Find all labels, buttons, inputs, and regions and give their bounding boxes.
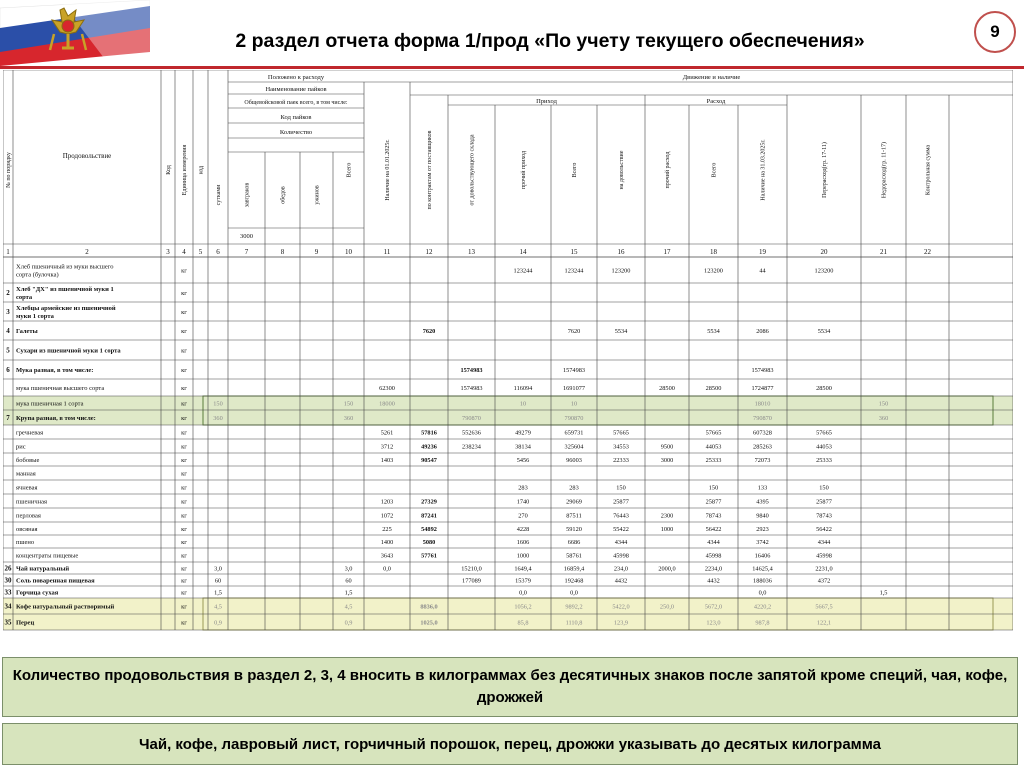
- row-unit: кг: [181, 415, 187, 422]
- cell-c15: 59120: [566, 526, 582, 533]
- cell-c12: 90547: [421, 457, 437, 464]
- row-unit: кг: [181, 498, 187, 506]
- column-header-c3: Код: [166, 165, 172, 175]
- cell-c20: 28500: [816, 385, 832, 392]
- emblem-flag-icon: [0, 0, 150, 66]
- cell-c18: 5534: [707, 328, 720, 335]
- page-number-badge: 9: [974, 11, 1016, 53]
- cell-c13: 177089: [462, 577, 481, 585]
- cell-c11: 1203: [380, 498, 394, 506]
- cell-c13: 238234: [462, 443, 481, 451]
- column-header-c17: прочий расход: [665, 151, 671, 189]
- column-header-c22: Контрольная сумма: [925, 144, 932, 196]
- cell-c11: 1400: [380, 539, 394, 546]
- cell-c18: 4432: [707, 577, 720, 585]
- cell-c20: 78743: [816, 512, 832, 520]
- cell-c15: 659731: [564, 429, 584, 437]
- cell-c11: 1072: [380, 512, 394, 520]
- cell-v6: 360: [213, 415, 223, 422]
- column-number: 6: [216, 248, 220, 256]
- cell-c17: 3000: [660, 457, 674, 464]
- row-name: Перец: [16, 619, 35, 627]
- column-header-c8: обедов: [280, 186, 287, 204]
- row-unit: кг: [181, 552, 187, 560]
- row-name: пшеничная: [16, 498, 47, 506]
- cell-c19: 9840: [756, 512, 769, 520]
- column-number: 8: [280, 248, 285, 256]
- cell-c17: 28500: [659, 385, 675, 392]
- cell-c17: 1000: [660, 526, 674, 533]
- cell-c18: 123,0: [706, 619, 721, 627]
- cell-c13: 1574983: [460, 367, 483, 374]
- row-name: манная: [16, 470, 36, 478]
- row-unit: кг: [181, 565, 187, 573]
- cell-c20: 4372: [817, 577, 831, 585]
- cell-c20: 5667,5: [815, 603, 833, 611]
- cell-c14: 5456: [516, 457, 530, 464]
- page-title: 2 раздел отчета форма 1/прод «По учету текущего обеспечения»: [235, 30, 865, 52]
- row-number: 34: [4, 602, 12, 611]
- cell-c11: 3712: [380, 443, 394, 451]
- cell-c20: 25877: [816, 498, 832, 506]
- cell-c19: 18010: [754, 400, 771, 408]
- cell-v10: 60: [345, 577, 352, 585]
- cell-c20: 57665: [816, 429, 832, 437]
- column-number: 1: [6, 248, 10, 256]
- row-name: Мука разная, в том числе:: [16, 367, 94, 374]
- cell-c18: 25333: [705, 457, 722, 464]
- cell-v10: 4,5: [344, 603, 353, 611]
- row-number: 33: [4, 588, 12, 597]
- cell-c15: 58761: [566, 552, 582, 560]
- header-sub-label: 3000: [240, 233, 253, 240]
- cell-c19: 987,8: [755, 619, 770, 627]
- cell-c15: 123244: [564, 267, 584, 275]
- cell-c19: 607328: [753, 429, 772, 437]
- cell-c16: 123,9: [613, 619, 629, 627]
- cell-c19: 2086: [756, 328, 769, 335]
- row-unit: кг: [181, 443, 187, 451]
- cell-c16: 5534: [614, 328, 628, 335]
- row-unit: кг: [181, 400, 187, 408]
- row-name: бобовые: [16, 457, 40, 464]
- row-unit: кг: [181, 429, 187, 437]
- cell-c19: 790870: [753, 415, 772, 422]
- cell-c20: 45998: [816, 552, 832, 560]
- cell-c19: 1574983: [751, 367, 774, 374]
- cell-c17: 2000,0: [658, 565, 676, 573]
- row-name: мука пшеничная 1 сорта: [16, 400, 84, 408]
- cell-c20: 150: [819, 484, 829, 492]
- cell-c19: 0,0: [758, 589, 767, 597]
- cell-c18: 45998: [705, 552, 722, 560]
- row-name: гречневая: [16, 429, 44, 437]
- cell-c19: 4220,2: [753, 603, 772, 611]
- column-number: 16: [617, 248, 625, 256]
- row-name: Крупа разная, в том числе:: [16, 415, 96, 422]
- row-unit: кг: [181, 619, 187, 627]
- cell-v6: 60: [214, 577, 222, 585]
- row-name: перловая: [16, 512, 41, 520]
- column-header-c14: прочий приход: [521, 150, 527, 190]
- report-table-svg: [3, 70, 1013, 654]
- cell-v6: 0,9: [214, 619, 222, 627]
- cell-c13: 790870: [462, 415, 481, 422]
- row-unit: кг: [181, 603, 187, 611]
- cell-c14: 10: [519, 400, 527, 408]
- row-name: концентраты пищевые: [16, 552, 79, 560]
- row-unit: кг: [181, 347, 187, 355]
- cell-c14: 4228: [516, 526, 530, 533]
- cell-c18: 123200: [704, 267, 723, 275]
- column-header-c7: завтраков: [244, 182, 251, 208]
- cell-v6: 3,0: [214, 565, 222, 573]
- cell-c14: 49279: [515, 429, 531, 437]
- cell-c17: 9500: [660, 443, 674, 451]
- cell-c12: 49236: [421, 443, 437, 451]
- cell-c16: 76443: [613, 512, 629, 520]
- column-header-c11: Наличие на 01.01.2025г.: [385, 139, 391, 201]
- cell-c15: 29069: [566, 498, 582, 506]
- note-kilograms: Количество продовольствия в раздел 2, 3, 4 вносить в килограммах без десятичных знаков после запятой кроме специй, чая, кофе, дрожжей: [2, 657, 1018, 717]
- row-name: Сухари из пшеничной муки 1 сорта: [16, 347, 121, 355]
- cell-c20: 4344: [817, 539, 831, 546]
- row-number: 35: [4, 618, 12, 627]
- cell-c12: 27329: [421, 498, 437, 506]
- column-number: 19: [759, 248, 766, 256]
- cell-c11: 62300: [379, 385, 395, 392]
- row-unit: кг: [181, 526, 187, 533]
- cell-c20: 123200: [814, 267, 834, 275]
- cell-c19: 44: [759, 267, 766, 275]
- header-sub-label: Приход: [536, 98, 557, 105]
- row-number: 6: [6, 366, 10, 374]
- row-name: Соль поваренная пищевая: [16, 577, 95, 585]
- cell-c19: 72073: [754, 457, 771, 464]
- column-header-c6: сутками: [216, 184, 222, 206]
- column-header-c2: Продовольствие: [62, 152, 112, 160]
- column-header-c12: по контрактам от поставщиков: [427, 130, 433, 210]
- column-number: 12: [425, 248, 433, 256]
- header-divider: [0, 66, 1024, 69]
- column-header-c13: от довольствующего склада: [469, 134, 476, 206]
- row-unit: кг: [181, 367, 187, 374]
- column-number: 7: [244, 248, 249, 256]
- row-name: Хлеб "ДХ" из пшеничной муки 1: [16, 286, 114, 293]
- cell-c18: 4344: [707, 539, 720, 546]
- cell-c20: 2231,0: [815, 565, 833, 573]
- column-number: 14: [519, 248, 527, 256]
- cell-c18: 56422: [705, 526, 722, 533]
- cell-c21: 360: [878, 415, 889, 422]
- cell-c21: 1,5: [879, 589, 888, 597]
- cell-c15: 10: [570, 400, 578, 408]
- cell-c16: 4432: [614, 577, 628, 585]
- cell-v10: 3,0: [344, 565, 353, 573]
- cell-c13: 552636: [462, 429, 481, 437]
- cell-c18: 28500: [705, 385, 722, 392]
- row-name: Хлебцы армейские из пшеничной: [16, 305, 116, 312]
- cell-c16: 150: [616, 484, 626, 492]
- cell-c15: 0,0: [570, 589, 578, 597]
- cell-c16: 234,0: [613, 565, 629, 573]
- cell-c13: 1574983: [460, 385, 483, 392]
- header-sub-label: Расход: [706, 98, 726, 105]
- row-unit: кг: [181, 512, 187, 520]
- row-name: сорта (булочка): [16, 271, 59, 279]
- cell-c20: 25333: [816, 457, 832, 464]
- report-table: [3, 70, 1013, 654]
- cell-c12: 57816: [421, 429, 437, 437]
- row-name: мука пшеничная высшего сорта: [16, 385, 105, 392]
- cell-c12: 8836,0: [420, 603, 438, 611]
- cell-c15: 1574983: [562, 367, 586, 374]
- cell-c15: 16859,4: [563, 565, 585, 573]
- row-unit: кг: [181, 470, 187, 478]
- column-number: 20: [820, 248, 828, 256]
- cell-c14: 1606: [516, 539, 530, 546]
- header-sub-label: Код пайков: [280, 114, 312, 121]
- cell-c15: 790870: [564, 415, 584, 422]
- cell-v6: 1,5: [214, 589, 222, 597]
- highlighted-row: [3, 410, 1013, 425]
- cell-c17: 2300: [660, 512, 674, 520]
- cell-c16: 5422,0: [612, 603, 630, 611]
- cell-c14: 1000: [516, 552, 530, 560]
- cell-c20: 5534: [817, 328, 831, 335]
- cell-c15: 1110,8: [565, 619, 583, 627]
- column-header-c5: код: [198, 165, 205, 175]
- column-number: 21: [880, 248, 887, 256]
- row-name: Галеты: [16, 328, 38, 335]
- column-number: 3: [166, 248, 170, 256]
- row-unit: кг: [181, 577, 187, 585]
- cell-c15: 96003: [566, 457, 582, 464]
- note-tenths: Чай, кофе, лавровый лист, горчичный порошок, перец, дрожжи указывать до десятых килограмма: [2, 723, 1018, 765]
- cell-v10: 150: [343, 400, 354, 408]
- column-header-c9: ужинов: [314, 185, 321, 205]
- row-name: Хлеб пшеничный из муки высшего: [16, 263, 114, 271]
- row-name: муки 1 сорта: [16, 313, 54, 320]
- cell-c19: 14625,4: [752, 565, 773, 573]
- row-name: рис: [16, 443, 26, 451]
- row-name: пшено: [16, 539, 35, 546]
- row-unit: кг: [181, 457, 187, 464]
- column-header-c21: Недорасход(гр. 11-17): [881, 141, 888, 199]
- row-name: овсяная: [16, 526, 38, 533]
- cell-c16: 25877: [613, 498, 629, 506]
- highlighted-row: [3, 598, 1013, 614]
- row-number: 26: [4, 564, 12, 573]
- cell-c19: 285263: [753, 443, 772, 451]
- row-unit: кг: [181, 267, 187, 275]
- cell-c15: 87511: [566, 512, 582, 520]
- row-unit: кг: [181, 290, 187, 297]
- cell-c15: 283: [569, 484, 579, 492]
- row-number: 30: [4, 576, 12, 585]
- cell-c15: 7620: [567, 328, 581, 335]
- cell-c20: 44053: [816, 443, 832, 451]
- column-number: 4: [182, 248, 186, 256]
- column-header-c20: Перерасход(гр. 17-11): [822, 142, 828, 198]
- cell-c16: 34553: [613, 443, 629, 451]
- column-header-c19: Наличие на 31.03.2025г.: [760, 139, 767, 201]
- cell-c20: 56422: [816, 526, 832, 533]
- header-sub-label: Количество: [279, 129, 313, 136]
- row-name: Кофе натуральный растворимый: [16, 603, 115, 611]
- cell-c14: 1740: [516, 498, 530, 506]
- column-number: 13: [468, 248, 475, 256]
- cell-c12: 54892: [421, 526, 437, 533]
- cell-c20: 122,1: [816, 619, 832, 627]
- column-number: 10: [345, 248, 352, 256]
- cell-v10: 360: [343, 415, 354, 422]
- column-header-c10: Всего: [346, 162, 353, 178]
- column-header-c4: Единица измерения: [182, 144, 188, 196]
- cell-c14: 116094: [513, 385, 533, 392]
- row-unit: кг: [181, 589, 187, 597]
- row-name: ячневая: [16, 484, 38, 492]
- slide-header: [0, 0, 1024, 66]
- column-header-c1: № по порядку: [6, 152, 12, 188]
- cell-c12: 57761: [421, 552, 437, 560]
- cell-c12: 5080: [422, 539, 436, 546]
- cell-c18: 25877: [705, 498, 722, 506]
- row-unit: кг: [181, 539, 187, 546]
- column-header-c16: на довольствие: [619, 150, 625, 190]
- row-number: 2: [6, 289, 10, 297]
- cell-c12: 87241: [421, 512, 437, 520]
- cell-c12: 7620: [422, 328, 436, 335]
- row-unit: кг: [181, 484, 187, 492]
- cell-c11: 5261: [380, 429, 394, 437]
- cell-c15: 6686: [567, 539, 581, 546]
- row-number: 3: [6, 308, 10, 316]
- cell-c14: 15379: [515, 577, 531, 585]
- header-sub-label: Наименование пайков: [265, 86, 327, 93]
- column-number: 5: [198, 248, 203, 256]
- highlighted-row: [3, 396, 1013, 410]
- header-sub-label: Общевойсковой паек всего, в том числе:: [244, 100, 348, 106]
- row-name: сорта: [16, 294, 33, 301]
- cell-v6: 4,5: [214, 603, 222, 611]
- cell-v6: 150: [213, 400, 223, 408]
- column-number: 9: [314, 248, 319, 256]
- row-number: 7: [6, 414, 10, 422]
- cell-c16: 45998: [613, 552, 629, 560]
- column-number: 11: [383, 248, 391, 256]
- cell-c11: 1403: [380, 457, 394, 464]
- header-group-label: Движение и наличие: [682, 74, 741, 81]
- cell-c19: 2923: [756, 526, 769, 533]
- cell-c16: 57665: [613, 429, 629, 437]
- cell-c18: 5672,0: [704, 603, 723, 611]
- column-header-c15: Всего: [572, 162, 578, 178]
- cell-c15: 192468: [564, 577, 584, 585]
- cell-c16: 55422: [613, 526, 629, 533]
- cell-c12: 1025,0: [420, 619, 438, 627]
- cell-c14: 283: [518, 484, 528, 492]
- cell-c18: 2234,0: [704, 565, 723, 573]
- cell-c13: 15210,0: [461, 565, 482, 573]
- cell-c18: 44053: [705, 443, 722, 451]
- column-number: 2: [85, 248, 89, 256]
- cell-c14: 270: [518, 512, 528, 520]
- cell-c21: 150: [878, 400, 889, 408]
- cell-c14: 1056,2: [514, 603, 532, 611]
- cell-c15: 1691077: [562, 385, 586, 392]
- cell-c14: 1649,4: [514, 565, 532, 573]
- cell-c16: 4344: [614, 539, 628, 546]
- cell-c14: 85,8: [517, 619, 529, 627]
- row-name: Горчица сухая: [16, 589, 59, 597]
- row-number: 4: [6, 327, 10, 335]
- row-unit: кг: [181, 328, 187, 335]
- cell-c19: 133: [757, 484, 768, 492]
- cell-c19: 188036: [753, 577, 772, 585]
- row-unit: кг: [181, 309, 187, 316]
- header-group-label: Положено к расходу: [267, 74, 325, 81]
- cell-c19: 4395: [756, 498, 769, 506]
- cell-c16: 123200: [611, 267, 631, 275]
- cell-c14: 0,0: [519, 589, 527, 597]
- cell-c19: 1724877: [751, 385, 774, 392]
- row-number: 5: [6, 346, 10, 355]
- cell-c11: 225: [382, 526, 392, 533]
- cell-c11: 18000: [379, 400, 395, 408]
- column-number: 18: [710, 248, 717, 256]
- row-name: Чай натуральный: [16, 565, 70, 573]
- cell-c11: 3643: [380, 552, 394, 560]
- column-number: 15: [570, 248, 578, 256]
- cell-c11: 0,0: [383, 565, 391, 573]
- column-number: 22: [924, 248, 931, 256]
- cell-c16: 22333: [613, 457, 629, 464]
- cell-c18: 150: [708, 484, 719, 492]
- cell-c18: 57665: [705, 429, 722, 437]
- cell-c17: 250,0: [659, 603, 675, 611]
- cell-v10: 0,9: [344, 619, 353, 627]
- cell-c18: 78743: [705, 512, 722, 520]
- cell-c19: 16406: [754, 552, 771, 560]
- cell-c15: 9892,2: [565, 603, 583, 611]
- cell-c14: 123244: [513, 267, 533, 275]
- row-unit: кг: [181, 385, 187, 392]
- cell-c14: 38134: [515, 443, 531, 451]
- cell-c19: 3742: [756, 539, 769, 546]
- highlighted-row: [3, 614, 1013, 630]
- cell-c15: 325604: [564, 443, 584, 451]
- column-number: 17: [663, 248, 671, 256]
- cell-v10: 1,5: [344, 589, 353, 597]
- column-header-c18: Всего: [711, 162, 718, 178]
